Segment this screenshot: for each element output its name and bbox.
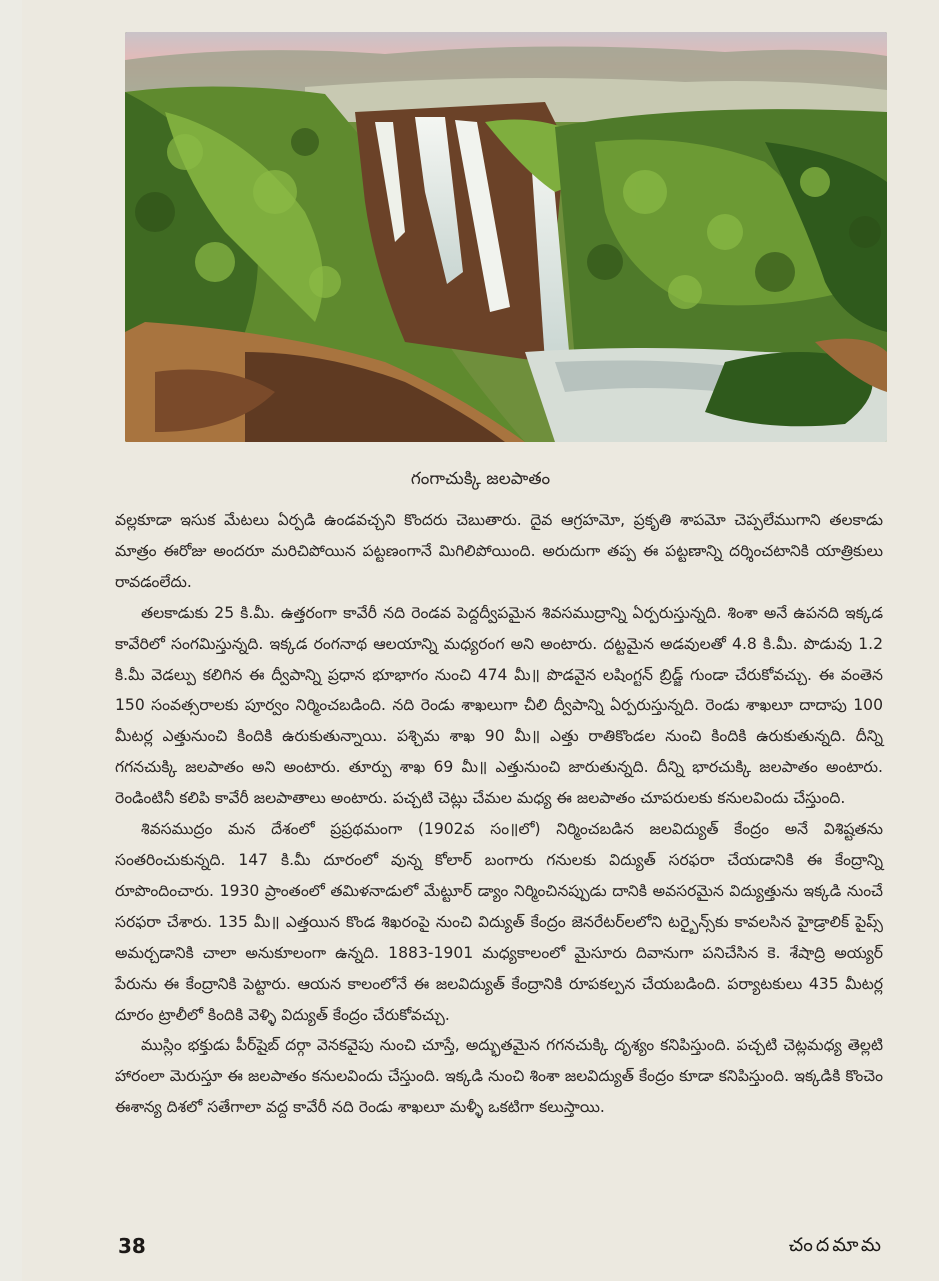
magazine-page: [22, 0, 939, 1281]
illustration-caption: గంగాచుక్కి జలపాతం: [410, 469, 551, 489]
paragraph-4: ముస్లిం భక్తుడు పీర్‌షైబ్ దర్గా వెనకవైపు నుంచి చూస్తే, అద్భుతమైన గగనచుక్కి దృశ్యం కనిపిస్తుంది. పచ్చటి చెట్లమధ్య తెల్లటి హారంలా మెరుస్తూ ఈ జలపాతం కనులవిందు చేస్తుంది. ఇక్కడి నుంచి శింశా జలవిద్యుత్ కేంద్రం కూడా కనిపిస్తుంది. ఇక్కడికి కొంచెం ఈశాన్య దిశలో సతేగాలా వద్ద కావేరీ నది రెండు శాఖలూ మళ్ళీ ఒకటిగా కలుస్తాయి.: [115, 1036, 883, 1117]
paragraph-2: తలకాడుకు 25 కి.మీ. ఉత్తరంగా కావేరీ నది రెండవ పెద్దద్వీపమైన శివసముద్రాన్ని ఏర్పరుస్తున్నది. శింశా అనే ఉపనది ఇక్కడ కావేరిలో సంగమిస్తున్నది. ఇక్కడ రంగనాథ ఆలయాన్ని మధ్యరంగ అని అంటారు. దట్టమైన అడవులతో 4.8 కి.మీ. పొడువు 1.2 కి.మీ వెడల్పు కలిగిన ఈ ద్వీపాన్ని ప్రధాన భూభాగం నుంచి 474 మీ॥ పొడవైన లషింగ్టన్ బ్రిడ్జ్ గుండా చేరుకోవచ్చు. ఈ వంతెన 150 సంవత్సరాలకు పూర్వం నిర్మించబడింది. నది రెండు శాఖలుగా చీలి ద్వీపాన్ని ఏర్పరుస్తున్నది. రెండు శాఖలూ దాదాపు 100 మీటర్ల ఎత్తునుంచి కిందికి ఉరుకుతున్నాయి. పశ్చిమ శాఖ 90 మీ॥ ఎత్తు రాతికొండల నుంచి కిందికి ఉరుకుతున్నది. దీన్ని గగనచుక్కి జలపాతం అని అంటారు. తూర్పు శాఖ 69 మీ॥ ఎత్తునుంచి జారుతున్నది. దీన్ని భారచుక్కి జలపాతం అంటారు. రెండింటినీ కలిపి కావేరీ జలపాతాలు అంటారు. పచ్చటి చెట్లు చేమల మధ్య ఈ జలపాతం చూపరులకు కనులవిందు చేస్తుంది.: [115, 603, 883, 808]
article-body: [115, 505, 883, 1123]
waterfall-painting: [125, 32, 887, 442]
paragraph-1: వల్లకూడా ఇసుక మేటలు ఏర్పడి ఉండవచ్చని కొందరు చెబుతారు. దైవ ఆగ్రహమో, ప్రకృతి శాపమో చెప్పలేముగాని తలకాడు మాత్రం ఈరోజు అందరూ మరిచిపోయిన పట్టణంగానే మిగిలిపోయింది. అరుదుగా తప్ప ఈ పట్టణాన్ని దర్శించటానికి యాత్రికులు రావడంలేదు.: [115, 511, 883, 591]
paragraph-3: శివసముద్రం మన దేశంలో ప్రప్రథమంగా (1902వ సం॥లో) నిర్మించబడిన జలవిద్యుత్ కేంద్రం అనే విశిష్టతను సంతరించుకున్నది. 147 కి.మీ దూరంలో వున్న కోలార్ బంగారు గనులకు విద్యుత్ సరఫరా చేయడానికి ఈ కేంద్రాన్ని రూపొందించారు. 1930 ప్రాంతంలో తమిళనాడులో మేట్టూర్ డ్యాం నిర్మించినప్పుడు దానికి అవసరమైన విద్యుత్తును ఇక్కడి నుంచే సరఫరా చేశారు. 135 మీ॥ ఎత్తయిన కొండ శిఖరంపై నుంచి విద్యుత్ కేంద్రం జెనరేటర్‌లలోని టర్బైన్స్‌కు కావలసిన హైడ్రాలిక్ పైప్స్ అమర్చడానికి చాలా అనుకూలంగా ఉన్నది. 1883-1901 మధ్యకాలంలో మైసూరు దివానుగా పనిచేసిన కె. శేషాద్రి అయ్యర్ పేరును ఈ కేంద్రానికి పెట్టారు. ఆయన కాలంలోనే ఈ జలవిద్యుత్ కేంద్రానికి రూపకల్పన చేయబడింది. పర్యాటకులు 435 మీటర్ల దూరం ట్రాలీలో కిందికి వెళ్ళి విద్యుత్ కేంద్రం చేరుకోవచ్చు.: [115, 820, 883, 1024]
waterfall-illustration: [125, 32, 887, 442]
magazine-name: చందమామ: [788, 1234, 884, 1256]
page-number: 38: [118, 1234, 146, 1258]
